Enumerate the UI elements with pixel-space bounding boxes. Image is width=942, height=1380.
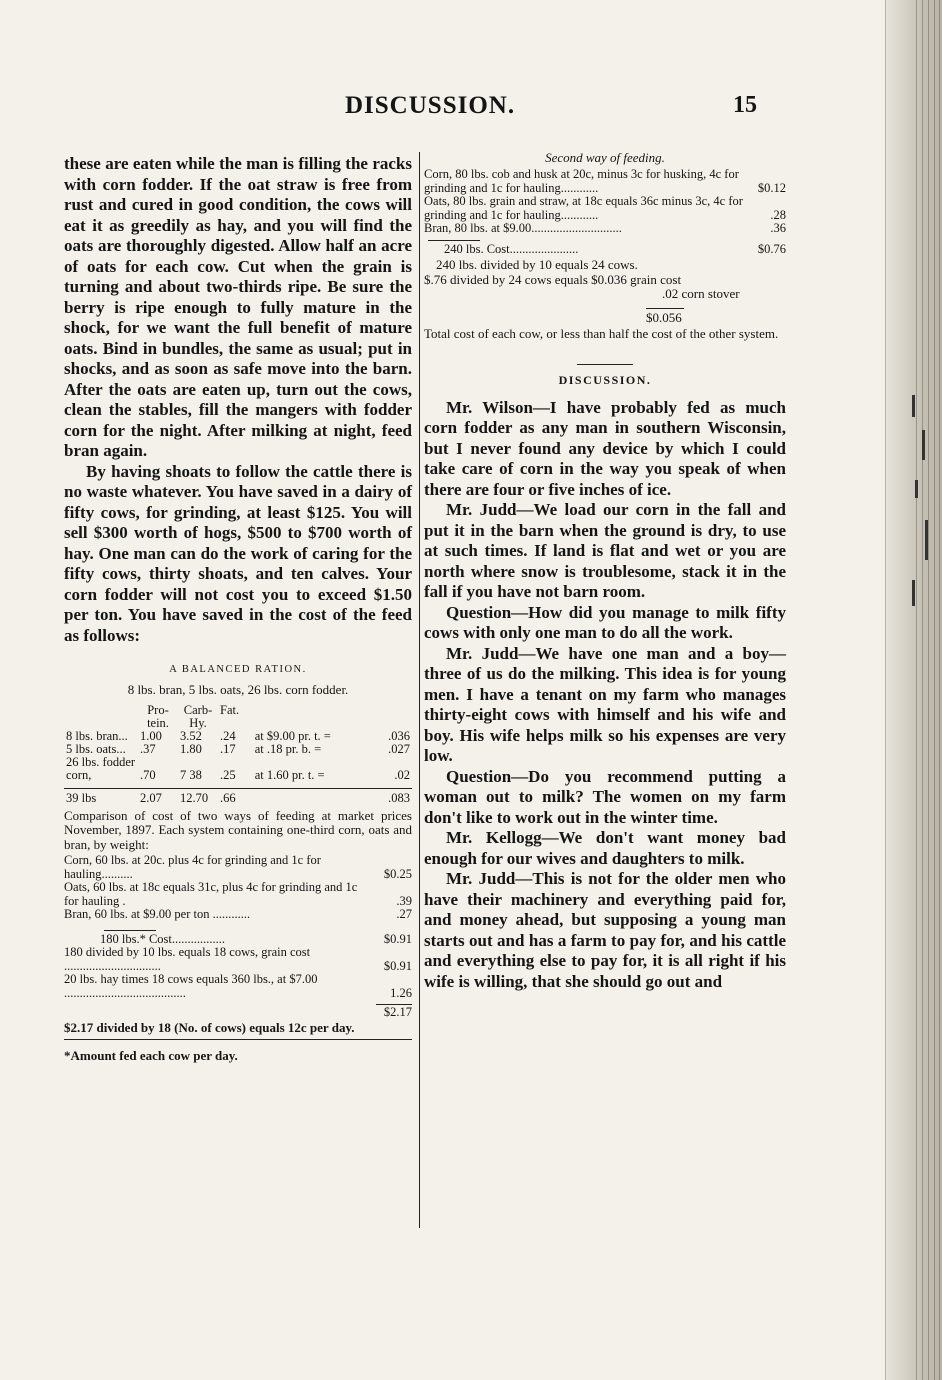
cost-amount: .39 — [396, 893, 412, 908]
table-row — [64, 743, 412, 756]
cell-carb: 7 38 — [180, 767, 202, 782]
paragraph: these are eaten while the man is filling the racks with corn fodder. If the oat straw is free from rust and cured in good condition, the cows will eat it as greedily as hay, and you will find the oats are thoroughly digested. Allow half an acre of oats for each cow. Cut when the grain is turning and about two-thirds ripe. Be sure the berry is ripe enough to fully mature in the shock, for we want the full benefit of mature oats. Bind in bundles, the same as usual; put in shocks, and as soon as safe move into the barn. After the oats are eaten up, turn out the cows, clean the stables, fill the mangers with fodder corn for the night. After milking at night, feed bran again. — [64, 154, 412, 460]
paragraph: Mr. Judd—This is not for the older men who have their machinery and everything paid for, and money ahead, but supposing a young man starts out and has a farm to pay for, and his cattle and everything else to pay for, it is all right if his wife is willing, that she should go out and — [424, 869, 786, 991]
header-carb: Carb-Hy. — [183, 702, 213, 730]
list-item — [64, 854, 412, 881]
cost-label: Oats, 60 lbs. at 18c equals 31c, plus 4c for grinding and 1c for hauling . — [64, 880, 358, 908]
ration-total-row — [64, 788, 412, 805]
table-row — [64, 756, 412, 782]
edge-mark — [912, 580, 915, 606]
cell-cost: .02 — [394, 767, 410, 782]
comparison-intro: Comparison of cost of two ways of feeding at market prices November, 1897. Each system containing one-third corn, oats and bran, by weight: — [64, 807, 412, 852]
cost-label: Oats, 80 lbs. grain and straw, at 18c equals 36c minus 3c, 4c for grinding and 1c for hauling............ — [424, 194, 743, 222]
paragraph: Mr. Judd—We load our corn in the fall and put it in the barn when the ground is dry, to use at such times. If land is flat and wet or you are north where snow is troublesome, stack it in the fall if you have not barn room. — [424, 500, 786, 601]
list-item — [64, 1006, 412, 1020]
footnote-rule — [64, 1039, 412, 1040]
cell-cost: .036 — [388, 728, 410, 743]
page-number: 15 — [733, 92, 757, 118]
first-way-conclusion: $2.17 divided by 18 (No. of cows) equals 12c per day. — [64, 1019, 355, 1035]
total-fat: .66 — [220, 790, 236, 805]
footnote: *Amount fed each cow per day. — [64, 1048, 238, 1063]
total-protein: 2.07 — [140, 790, 162, 805]
note-line: .02 corn stover — [662, 286, 740, 301]
cost-label: Corn, 80 lbs. cob and husk at 20c, minus 3c for husking, 4c for grinding and 1c for hauling............ — [424, 167, 739, 195]
total-cost: .083 — [388, 790, 410, 805]
cost-amount: $0.91 — [383, 958, 412, 973]
note-line: $0.056 — [646, 309, 682, 325]
cost-label — [64, 1006, 370, 1020]
cell-item: 5 lbs. oats... — [66, 741, 126, 756]
paragraph: By having shoats to follow the cattle there is no waste whatever. You have saved in a dairy of fifty cows, for grinding, at least $125. You will sell $300 worth of hogs, $500 to $700 worth of hay. One man can do the work of caring for the fifty cows, thirty shoats, and ten calves. Your corn fodder will not cost you to exceed $1.50 per ton. You have saved in the cost of the feed as follows: — [64, 461, 412, 645]
cost-amount: $0.25 — [383, 866, 412, 881]
cell-fat: .25 — [220, 767, 236, 782]
cost-amount: $2.17 — [383, 1005, 412, 1019]
cell-fat: .17 — [220, 741, 236, 756]
cost-label: 240 lbs. Cost...................... — [444, 241, 579, 256]
cost-amount: $0.12 — [757, 180, 786, 195]
cost-label: Bran, 80 lbs. at $9.00............................. — [424, 221, 622, 235]
cell-price: at $9.00 pr. t. = — [254, 728, 331, 743]
list-item — [64, 881, 412, 908]
cell-price: at 1.60 pr. t. = — [254, 767, 325, 782]
list-item — [64, 973, 412, 1000]
page-header — [0, 92, 885, 132]
cell-carb: 1.80 — [180, 741, 202, 756]
ration-table — [64, 704, 412, 805]
cost-amount: $0.76 — [757, 241, 786, 256]
cost-amount: 1.26 — [390, 985, 412, 1000]
list-item — [424, 222, 786, 236]
paragraph: Mr. Judd—We have one man and a boy—three of us do the milking. This idea is for young men. I have a tenant on my farm who manages thirty-eight cows with himself and his wife and boy. His wife helps milk so his expenses are very low. — [424, 643, 786, 765]
cost-label: Corn, 60 lbs. at 20c. plus 4c for grinding and 1c for hauling.......... — [64, 853, 321, 881]
sum-rule — [104, 930, 156, 931]
cost-amount: .28 — [770, 207, 786, 222]
list-item — [424, 195, 786, 222]
list-item — [64, 908, 412, 922]
section-heading: DISCUSSION. — [558, 372, 652, 387]
sum-rule — [646, 308, 684, 309]
cell-protein: 1.00 — [140, 728, 162, 743]
second-way-list — [424, 168, 786, 256]
edge-mark — [915, 480, 918, 498]
cell-carb: 3.52 — [180, 728, 202, 743]
cell-price: at .18 pr. b. = — [254, 741, 322, 756]
note-line: 240 lbs. divided by 10 equals 24 cows. — [436, 257, 638, 272]
list-item — [64, 933, 412, 947]
total-carb: 12.70 — [180, 790, 209, 805]
sum-rule — [428, 240, 480, 241]
page-edge — [885, 0, 942, 1380]
paragraph: Question—Do you recommend putting a woman out to milk? The women on my farm don't like to work out in the winter time. — [424, 766, 786, 827]
right-column — [424, 150, 786, 992]
paragraph: Mr. Wilson—I have probably fed as much corn fodder as any man in southern Wisconsin, but I never found any device by which I could take care of corn in the way you speak of when there are four or five inches of ice. — [424, 397, 786, 499]
second-way-notes — [424, 258, 786, 325]
cell-item: 8 lbs. bran... — [66, 728, 128, 743]
note-line: $.76 divided by 24 cows equals $0.036 grain cost — [424, 271, 682, 287]
left-column — [64, 154, 412, 1064]
cell-cost: .027 — [388, 741, 410, 756]
ration-subtitle: 8 lbs. bran, 5 lbs. oats, 26 lbs. corn fodder. — [127, 682, 349, 697]
cost-amount: $0.91 — [383, 931, 412, 946]
first-way-list — [64, 854, 412, 1020]
paragraph: Question—How did you manage to milk fifty cows with only one man to do all the work. — [424, 602, 786, 642]
cost-label: 180 divided by 10 lbs. equals 18 cows, grain cost ............................... — [64, 945, 311, 973]
total-item: 39 lbs — [66, 790, 97, 805]
running-title: DISCUSSION. — [345, 92, 516, 119]
header-fat: Fat. — [220, 702, 240, 717]
cell-protein: .37 — [140, 741, 156, 756]
second-way-title: Second way of feeding. — [545, 150, 665, 165]
cell-item: 26 lbs. fodder corn, — [66, 754, 136, 782]
cell-fat: .24 — [220, 728, 236, 743]
cost-amount: .27 — [396, 907, 412, 921]
cost-label: 20 lbs. hay times 18 cows equals 360 lbs., at $7.00 ....................................... — [64, 972, 318, 1000]
cell-protein: .70 — [140, 767, 156, 782]
header-protein: Pro-tein. — [147, 702, 169, 730]
edge-mark — [912, 395, 915, 417]
cost-amount: .36 — [770, 221, 786, 235]
cost-label: 180 lbs.* Cost................. — [100, 931, 226, 946]
ration-title: A BALANCED RATION. — [169, 664, 307, 675]
column-divider — [419, 152, 420, 1228]
table-row — [64, 730, 412, 743]
edge-mark — [925, 520, 928, 560]
second-way-total: Total cost of each cow, or less than half the cost of the other system. — [424, 326, 779, 341]
paragraph: Mr. Kellogg—We don't want money bad enough for our wives and daughters to milk. — [424, 828, 786, 868]
list-item — [424, 168, 786, 195]
ration-header-row — [64, 704, 412, 730]
section-rule — [577, 364, 633, 365]
list-item — [424, 243, 786, 257]
cost-label: Bran, 60 lbs. at $9.00 per ton ............ — [64, 907, 251, 921]
list-item — [64, 946, 412, 973]
edge-mark — [922, 430, 925, 460]
